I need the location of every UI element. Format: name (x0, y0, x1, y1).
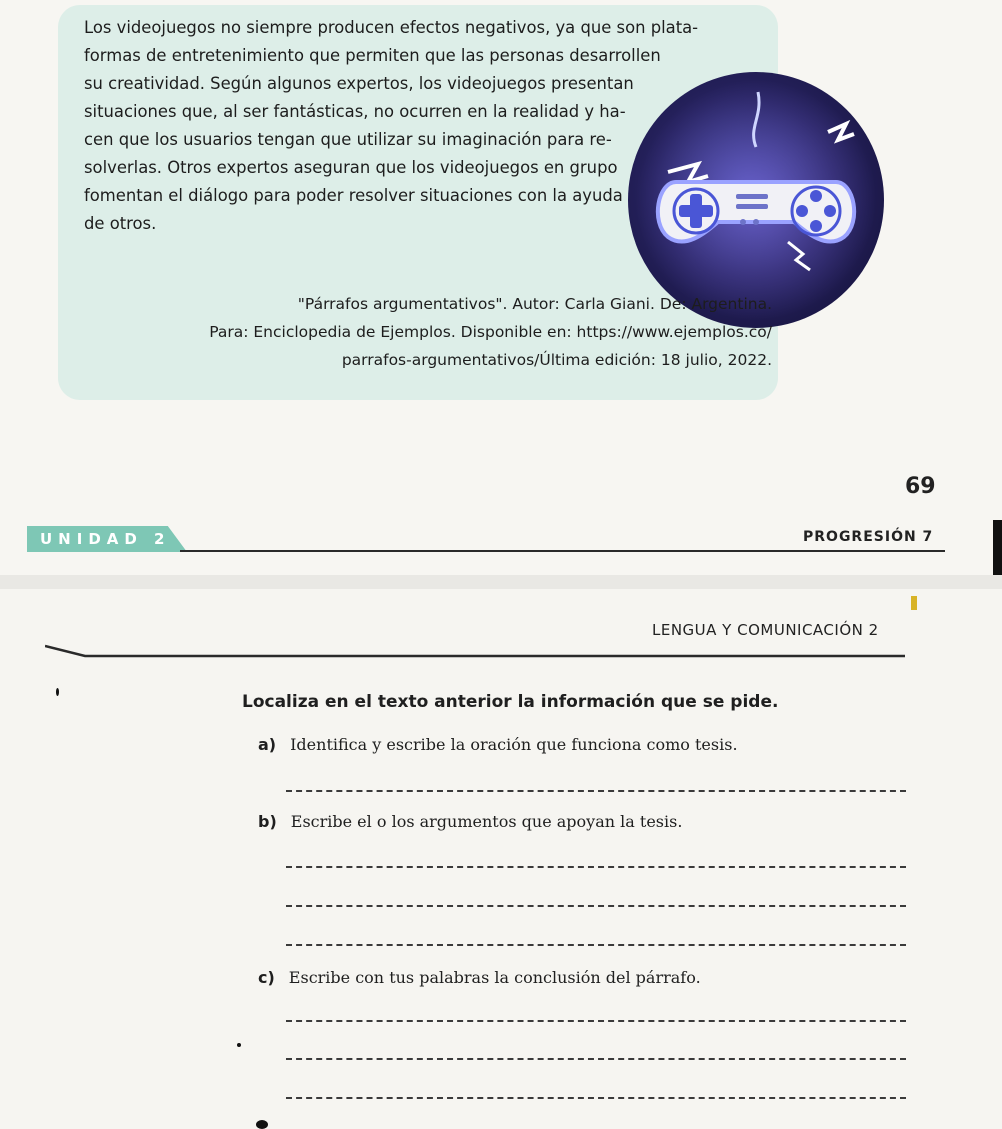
paragraph-line: formas de entretenimiento que permiten que las personas desarrollen (84, 46, 661, 65)
argumentative-paragraph (84, 14, 699, 238)
question-text: Escribe el o los argumentos que apoyan la tesis. (290, 812, 683, 831)
source-citation (209, 290, 772, 374)
answer-line[interactable] (286, 1097, 906, 1099)
question-text: Identifica y escribe la oración que funciona como tesis. (290, 735, 738, 754)
progression-label: PROGRESIÓN 7 (803, 529, 934, 545)
print-speck (56, 688, 59, 696)
page-number: 69 (905, 474, 936, 499)
answer-line[interactable] (286, 944, 906, 946)
paragraph-line: Los videojuegos no siempre producen efectos negativos, ya que son plata- (84, 18, 699, 37)
bottom-page (0, 589, 1002, 1129)
question-letter: b) (258, 812, 277, 831)
question-b (258, 812, 682, 831)
paragraph-line: cen que los usuarios tengan que utilizar su imaginación para re- (84, 130, 612, 149)
instruction-text: Localiza en el texto anterior la información que se pide. (242, 692, 779, 712)
answer-line[interactable] (286, 790, 906, 792)
subject-label: LENGUA Y COMUNICACIÓN 2 (652, 621, 879, 639)
paragraph-line: fomentan el diálogo para poder resolver situaciones con la ayuda (84, 186, 623, 205)
header-rule (180, 550, 945, 552)
question-letter: c) (258, 968, 275, 987)
citation-line: Para: Enciclopedia de Ejemplos. Disponible en: https://www.ejemplos.co/ (209, 323, 772, 341)
paragraph-line: solverlas. Otros expertos aseguran que los videojuegos en grupo (84, 158, 618, 177)
answer-line[interactable] (286, 866, 906, 868)
answer-line[interactable] (286, 905, 906, 907)
paragraph-line: su creatividad. Según algunos expertos, los videojuegos presentan (84, 74, 634, 93)
citation-line: "Párrafos argumentativos". Autor: Carla Giani. De: Argentina. (297, 295, 772, 313)
unit-label: UNIDAD 2 (40, 530, 171, 548)
print-speck (256, 1120, 268, 1129)
page-gap (0, 575, 1002, 589)
question-text: Escribe con tus palabras la conclusión del párrafo. (288, 968, 701, 987)
question-a (258, 735, 738, 754)
page-tab-marker (911, 596, 917, 610)
print-speck (237, 1043, 241, 1047)
answer-line[interactable] (286, 1058, 906, 1060)
citation-line: parrafos-argumentativos/Última edición: 18 julio, 2022. (341, 351, 772, 369)
page-edge-mark (993, 520, 1002, 575)
question-letter: a) (258, 735, 277, 754)
paragraph-line: de otros. (84, 214, 157, 233)
subject-rule (45, 644, 905, 658)
answer-line[interactable] (286, 1020, 906, 1022)
question-c (258, 968, 701, 987)
paragraph-line: situaciones que, al ser fantásticas, no ocurren en la realidad y ha- (84, 102, 626, 121)
